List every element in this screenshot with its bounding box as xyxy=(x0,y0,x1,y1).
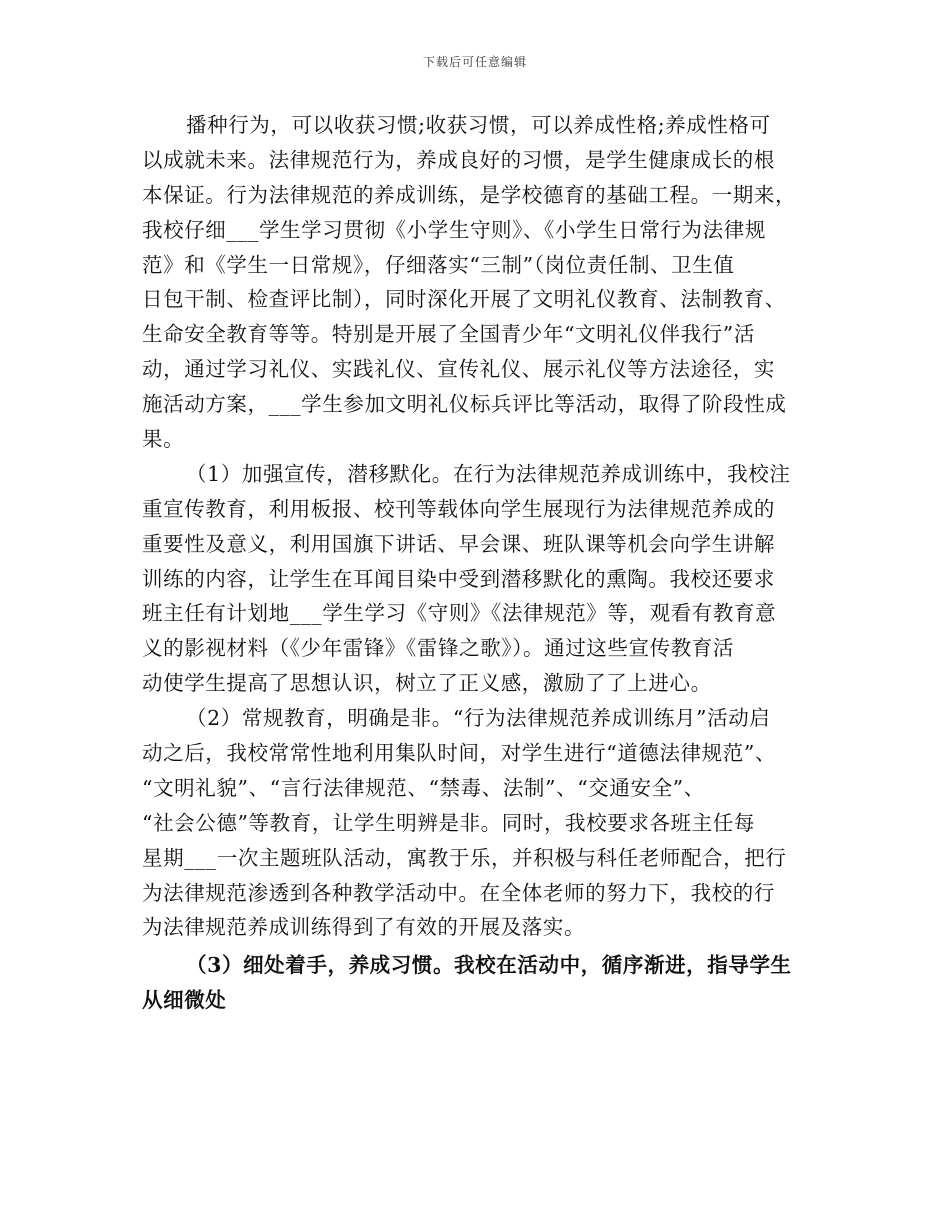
text-line: 果。 xyxy=(142,427,185,452)
text-line: 为法律规范渗透到各种教学活动中。在全体老师的努力下，我校的行 xyxy=(142,880,775,905)
text-line: 义的影视材料（《少年雷锋》《雷锋之歌》）。通过这些宣传教育活 xyxy=(142,636,734,661)
text-line: 动之后，我校常常性地利用集队时间，对学生进行“道德法律规范”、 xyxy=(142,741,777,766)
text-line: “社会公德”等教育，让学生明辨是非。同时，我校要求各班主任每 xyxy=(142,810,755,835)
text-line: 动使学生提高了思想认识，树立了正义感，激励了了上进心。 xyxy=(142,671,712,696)
text-line: 施活动方案，___学生参加文明礼仪标兵评比等活动，取得了阶段性成 xyxy=(142,392,787,417)
text-line: 动，通过学习礼仪、实践礼仪、宣传礼仪、展示礼仪等方法途径，实 xyxy=(142,357,775,382)
text-line: 从细微处 xyxy=(142,988,227,1013)
page-header: 下载后可任意编辑 xyxy=(422,55,527,69)
text-line: 以成就未来。法律规范行为，养成良好的习惯，是学生健康成长的根 xyxy=(142,147,775,172)
text-line: （1）加强宣传，潜移默化。在行为法律规范养成训练中，我校注 xyxy=(186,461,791,486)
text-line: 班主任有计划地___学生学习《守则》《法律规范》等，观看有教育意 xyxy=(142,601,777,626)
text-line: 星期___一次主题班队活动，寓教于乐，并积极与科任老师配合，把行 xyxy=(142,845,787,870)
text-line: （3）细处着手，养成习惯。我校在活动中，循序渐进，指导学生 xyxy=(186,953,792,978)
text-line: 重宣传教育，利用板报、校刊等载体向学生展现行为法律规范养成的 xyxy=(142,496,775,521)
text-line: 重要性及意义，利用国旗下讲话、早会课、班队课等机会向学生讲解 xyxy=(142,531,775,556)
text-line: 我校仔细___学生学习贯彻《小学生守则》、《小学生日常行为法律规 xyxy=(142,217,766,242)
text-line: 本保证。行为法律规范的养成训练，是学校德育的基础工程。一期来， xyxy=(142,182,797,207)
document-body xyxy=(142,108,822,1018)
text-line: 训练的内容，让学生在耳闻目染中受到潜移默化的熏陶。我校还要求 xyxy=(142,566,775,591)
text-line: “文明礼貌”、“言行法律规范、“禁毒、法制”、“交通安全”、 xyxy=(142,775,705,800)
text-line: 生命安全教育等等。特别是开展了全国青少年“文明礼仪伴我行”活 xyxy=(142,322,755,347)
text-line: 为法律规范养成训练得到了有效的开展及落实。 xyxy=(142,915,586,940)
text-line: 播种行为，可以收获习惯;收获习惯，可以养成性格;养成性格可 xyxy=(186,113,771,137)
text-line: （2）常规教育，明确是非。“行为法律规范养成训练月”活动启 xyxy=(186,706,771,731)
text-line: 日包干制、检查评比制），同时深化开展了文明礼仪教育、法制教育、 xyxy=(142,287,786,312)
text-line: 范》和《学生一日常规》，仔细落实“三制”（岗位责任制、卫生值 xyxy=(142,252,735,277)
